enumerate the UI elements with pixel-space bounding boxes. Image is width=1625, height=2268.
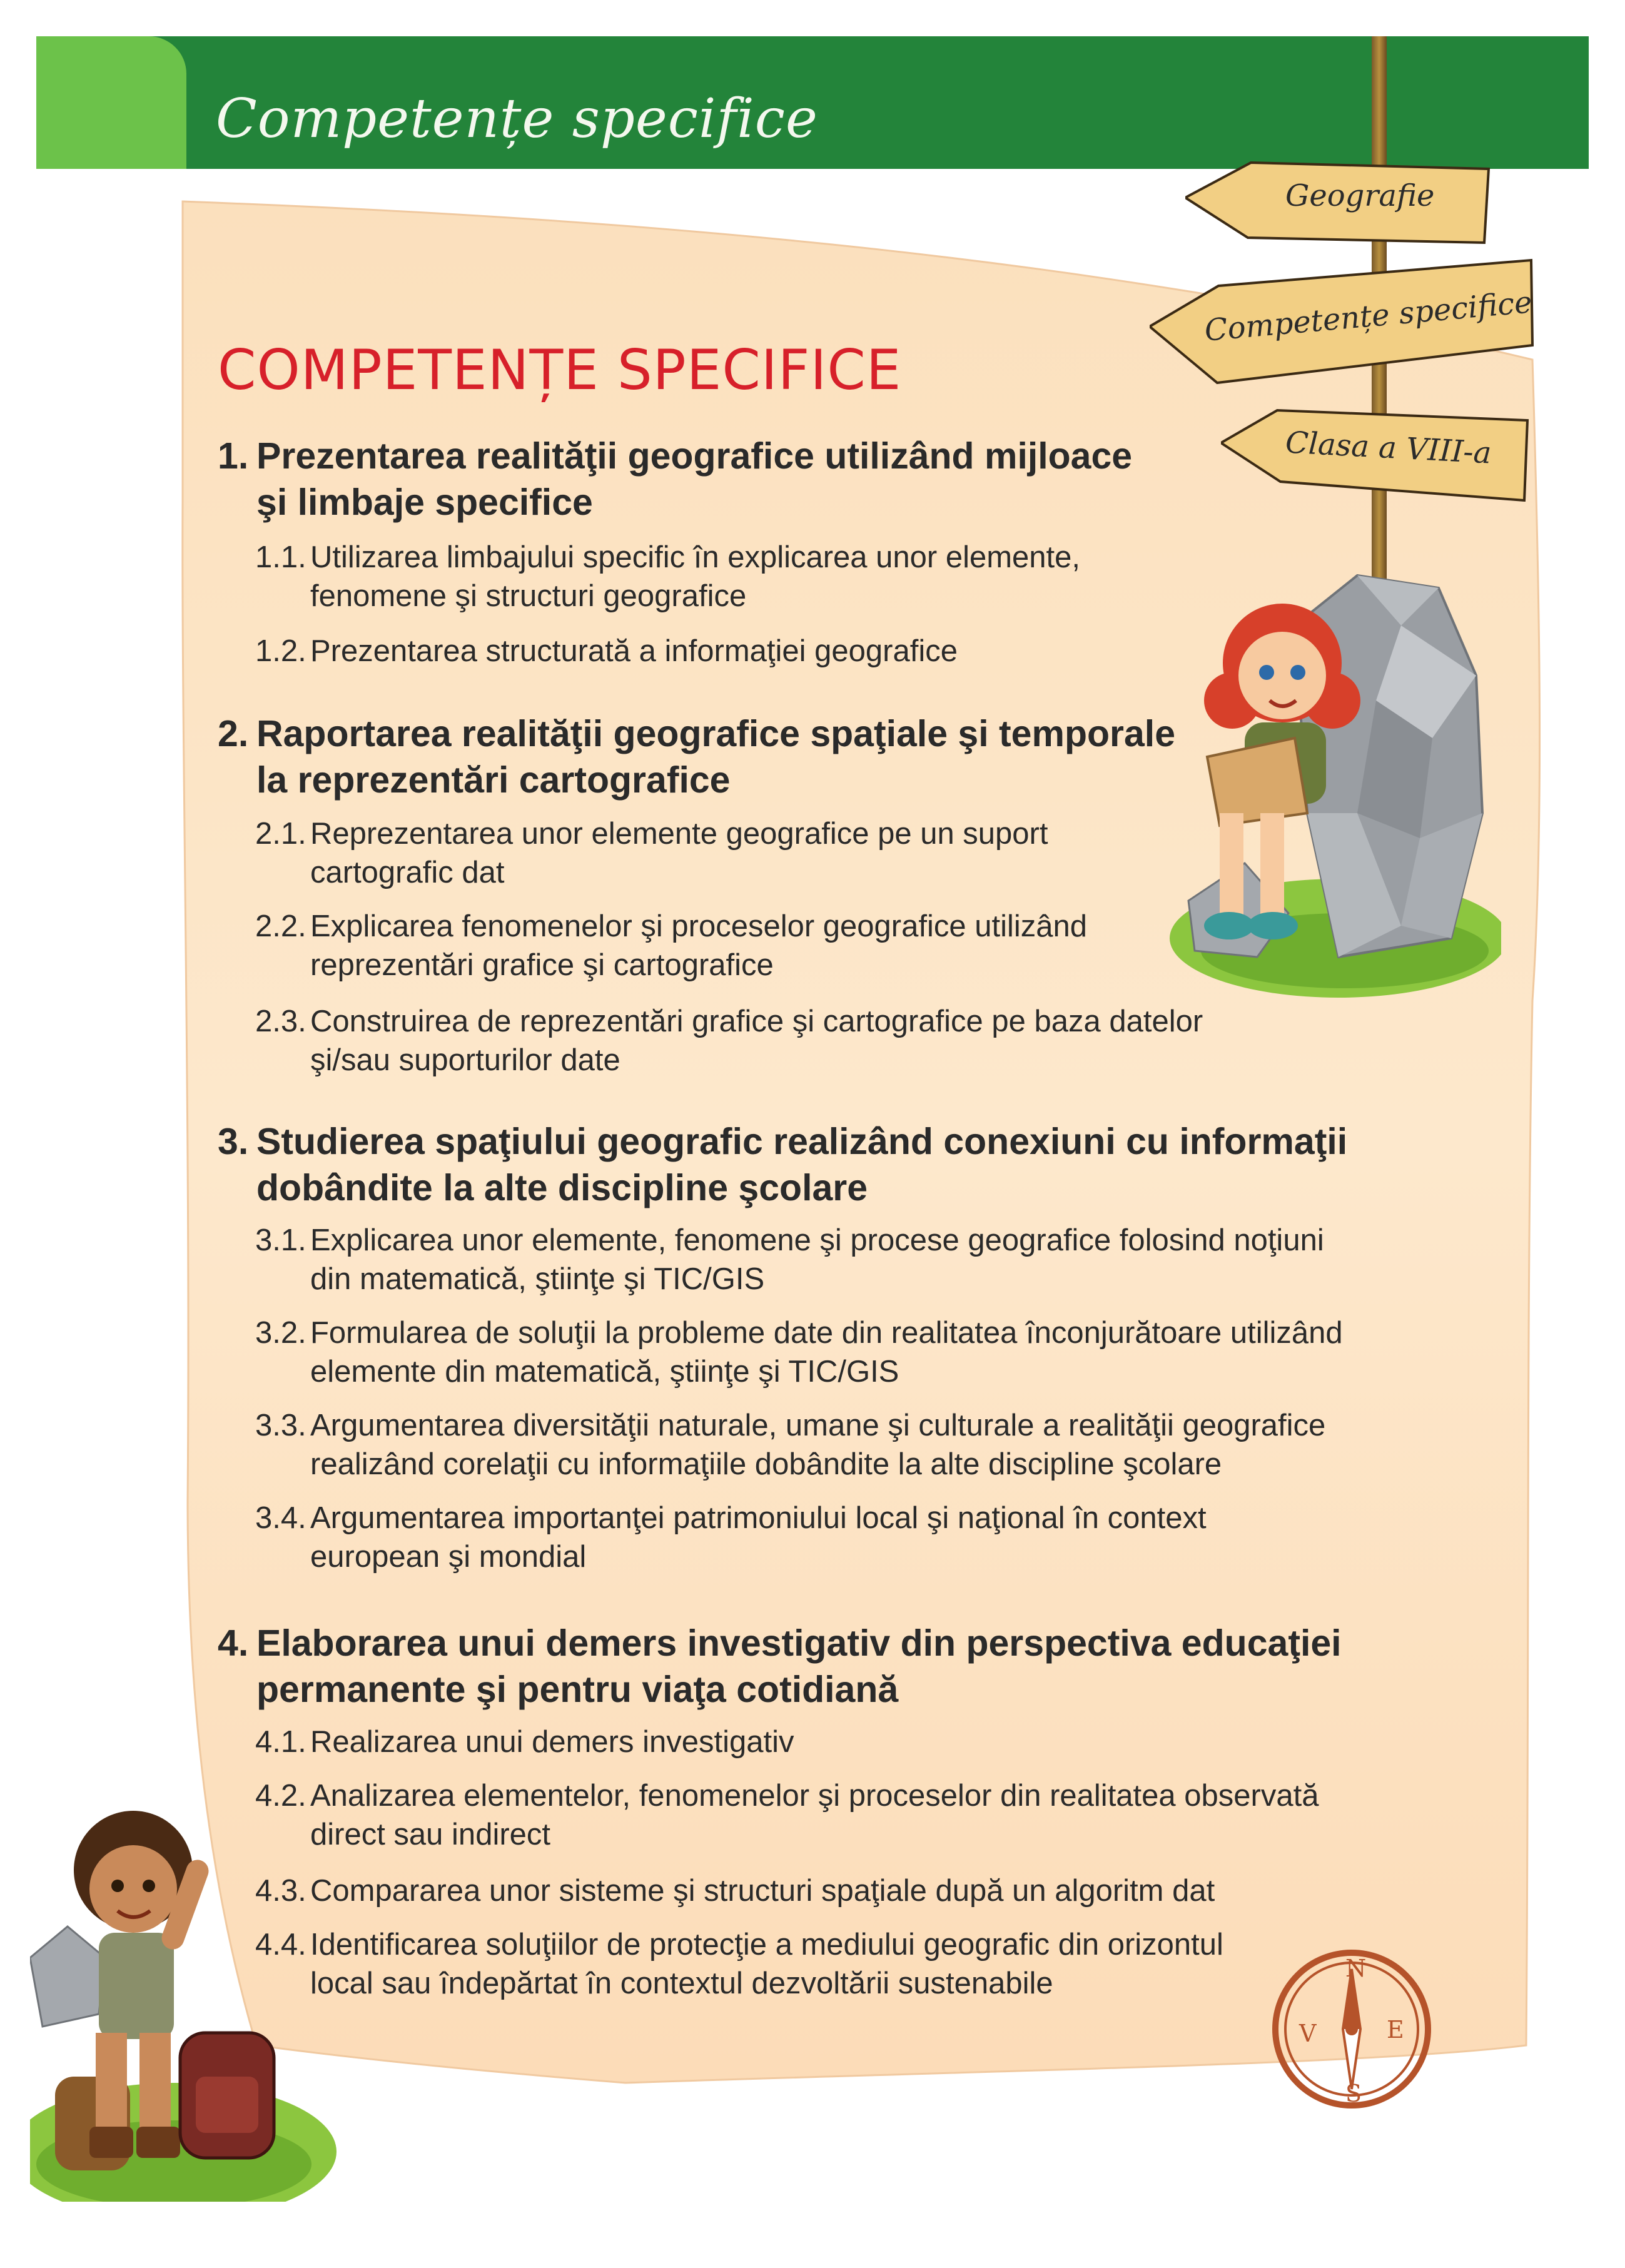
competence-1-title: 1. Prezentarea realităţii geografice utilizând mijloace şi limbaje specifice (218, 435, 1133, 523)
page-title: Competențe specifice (216, 88, 818, 150)
competence-4-4: 4.4. Identificarea soluţiilor de protecţie a mediului geografic din orizontul local sau îndepărtat în contextul dezvoltării sustenabile (255, 1928, 1223, 2000)
competence-3-2: 3.2. Formularea de soluţii la probleme date din realitatea înconjurătoare utilizând elemente din matematică, ştiinţe şi TIC/GIS (255, 1316, 1343, 1389)
sign-competente-label: Competențe specifice (1203, 285, 1534, 348)
competence-3-3: 3.3. Argumentarea diversităţii naturale, umane şi culturale a realităţii geografice realizând corelaţii cu informaţiile dobândite la alte discipline şcolare (255, 1409, 1326, 1481)
compass-east: E (1387, 2016, 1404, 2043)
main-heading: COMPETENȚE SPECIFICE (218, 338, 902, 402)
competence-2-title: 2. Raportarea realităţii geografice spaţiale şi temporale la reprezentări cartografice (218, 713, 1176, 801)
compass-icon (1267, 1944, 1437, 2114)
competence-4-1: 4.1. Realizarea unui demers investigativ (255, 1725, 794, 1759)
competence-3-title: 3. Studierea spaţiului geografic realizând conexiuni cu informaţii dobândite la alte discipline şcolare (218, 1121, 1348, 1208)
sign-clasa-label: Clasa a VIII-a (1284, 425, 1492, 471)
competence-3-1: 3.1. Explicarea unor elemente, fenomene şi procese geografice folosind noţiuni din matematică, ştiinţe şi TIC/GIS (255, 1223, 1324, 1296)
competence-2-2: 2.2. Explicarea fenomenelor şi proceselor geografice utilizând reprezentări grafice şi cartografice (255, 909, 1088, 982)
sign-geografie-label: Geografie (1285, 178, 1435, 213)
competence-4-3: 4.3. Compararea unor sisteme şi structuri spaţiale după un algoritm dat (255, 1874, 1215, 1908)
girl-with-map-illustration (1151, 550, 1501, 1001)
boy-with-backpack-illustration (30, 1801, 355, 2202)
compass-north: N (1345, 1955, 1367, 1982)
compass-west: V (1299, 2020, 1317, 2047)
competence-4-title: 4. Elaborarea unui demers investigativ din perspectiva educaţiei permanente şi pentru viaţa cotidiană (218, 1623, 1342, 1710)
competence-2-1: 2.1. Reprezentarea unor elemente geografice pe un suport cartografic dat (255, 817, 1048, 889)
competence-1-2: 1.2. Prezentarea structurată a informaţiei geografice (255, 634, 958, 668)
competence-3-4: 3.4. Argumentarea importanţei patrimoniului local şi naţional în context european şi mondial (255, 1501, 1207, 1574)
competence-2-3: 2.3. Construirea de reprezentări grafice şi cartografice pe baza datelor şi/sau suporturilor date (255, 1005, 1203, 1077)
competence-1-1: 1.1. Utilizarea limbajului specific în explicarea unor elemente, fenomene şi structuri geografice (255, 540, 1081, 613)
competence-4-2: 4.2. Analizarea elementelor, fenomenelor şi proceselor din realitatea observată direct sau indirect (255, 1779, 1319, 1851)
compass-south: S (1345, 2080, 1362, 2107)
